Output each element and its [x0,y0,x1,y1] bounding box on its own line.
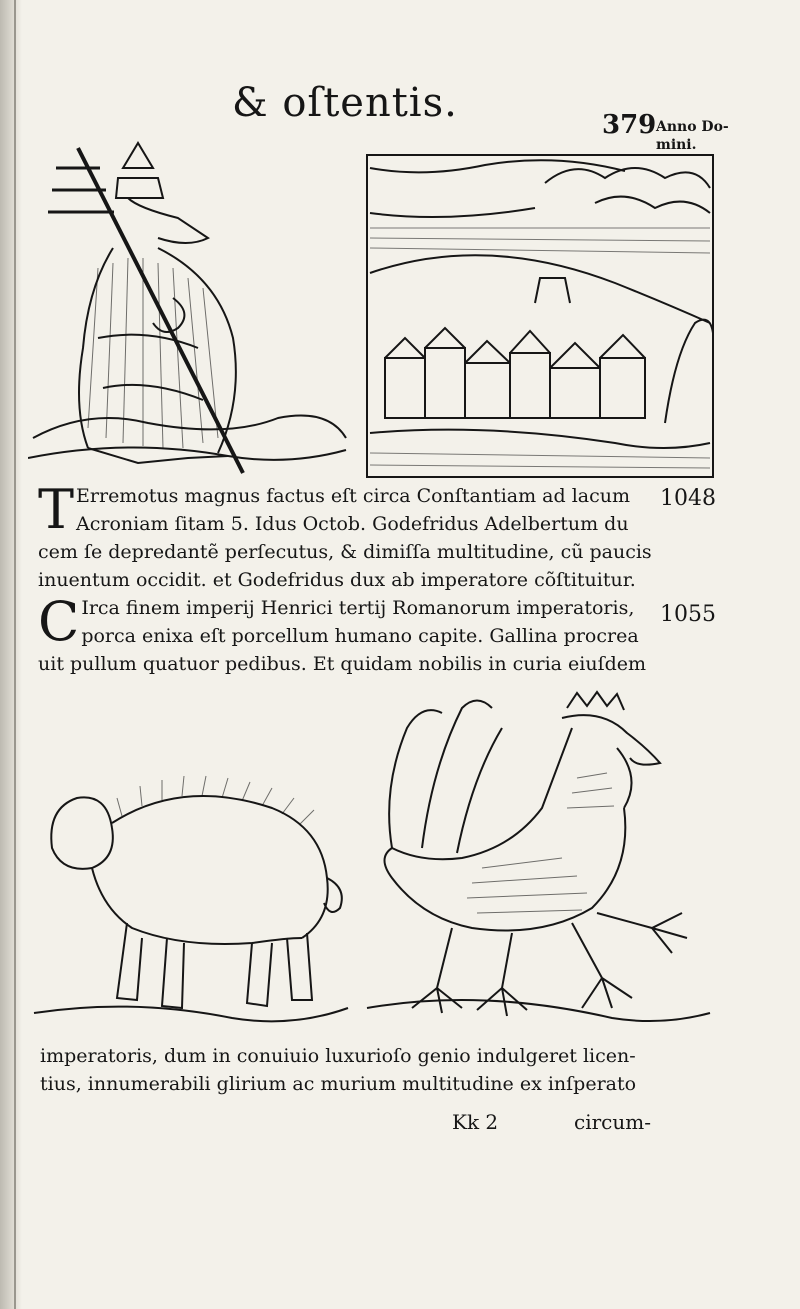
town-woodcut-image [365,153,715,480]
chronicle-entry-1055 [38,590,658,678]
gutter-line [14,0,16,1309]
anno-label-line: mini. [656,137,697,153]
signature-mark: Kk 2 [452,1110,499,1134]
continuation-line: tius, innumerabili glirium ac murium multitudine ex inſperato [40,1073,637,1095]
pig-woodcut-image [32,738,350,1030]
entry-line: cem ſe depredantẽ perſecutus, & dimiſſa multitudine, cũ paucis [38,541,652,563]
entry-line: uit pullum quatuor pedibus. Et quidam nobilis in curia eiuſdem [38,653,647,675]
anno-label-line: Anno Do- [656,119,729,135]
drop-cap: T [38,478,75,541]
page-edge [0,0,22,1309]
woodcut-pope [28,138,348,480]
pope-woodcut-image [28,138,348,480]
entry-line: Erremotus magnus factus eſt circa Conſtantiam ad lacum [76,485,630,507]
chronicle-entry-1048 [38,478,658,594]
woodcut-pig [32,738,350,1030]
catchword: circum- [574,1110,651,1134]
woodcut-rooster [362,688,714,1030]
entry-line: Irca finem imperij Henrici tertij Romanorum imperatoris, [81,597,635,619]
year-marker-1048: 1048 [660,486,716,511]
year-marker-1055: 1055 [660,602,716,627]
running-title: & oſtentis. [232,80,458,126]
rooster-woodcut-image [362,688,714,1030]
entry-line: Acroniam ſitam 5. Idus Octob. Godefridus Adelbertum du [76,513,629,535]
anno-domini-label [656,118,729,154]
continuation-line: imperatoris, dum in conuiuio luxurioſo genio indulgeret licen- [40,1045,636,1067]
drop-cap: C [38,590,80,653]
folio-number: 379 [602,110,657,140]
entry-line: inuentum occidit. et Godefridus dux ab imperatore cõſtituitur. [38,569,636,591]
continuation-text [40,1042,680,1098]
entry-line: porca enixa eſt porcellum humano capite. Gallina procrea [81,625,639,647]
woodcut-town [365,153,715,480]
